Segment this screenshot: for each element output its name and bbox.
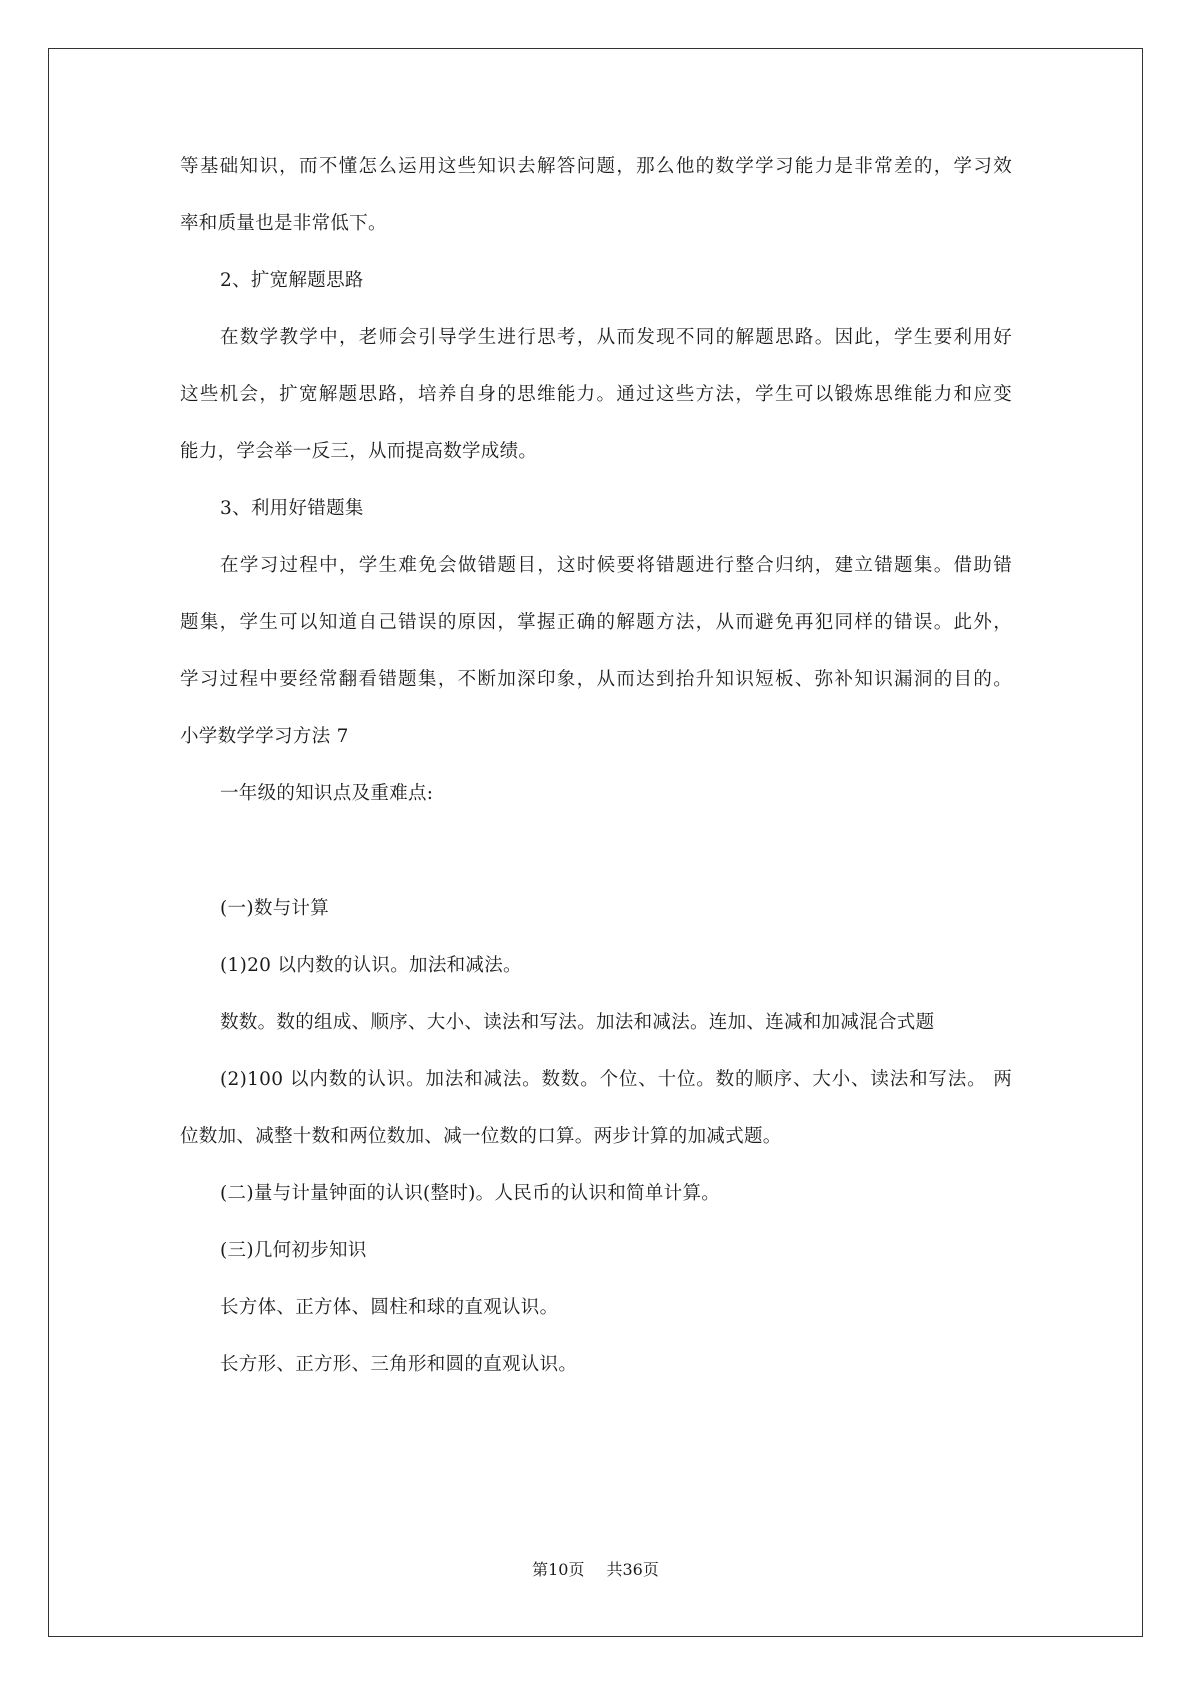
- paragraph-line: 在学习过程中，学生难免会做错题目，这时候要将错题进行整合归纳，建立错题集。借助错: [220, 555, 1012, 576]
- section-heading: 3、利用好错题集: [220, 498, 364, 519]
- chapter-title: 小学数学学习方法 7: [180, 726, 349, 747]
- page-footer: [0, 1559, 1191, 1581]
- section-heading: 2、扩宽解题思路: [220, 270, 364, 291]
- section-heading: (一)数与计算: [220, 898, 330, 919]
- paragraph-line: 这些机会，扩宽解题思路，培养自身的思维能力。通过这些方法，学生可以锻炼思维能力和应变: [180, 384, 1012, 405]
- paragraph-line: 题集，学生可以知道自己错误的原因，掌握正确的解题方法，从而避免再犯同样的错误。此外，: [180, 612, 1012, 633]
- paragraph-line: 学习过程中要经常翻看错题集，不断加深印象，从而达到抬升知识短板、弥补知识漏洞的目的。: [180, 669, 1012, 690]
- paragraph-line: 位数加、减整十数和两位数加、减一位数的口算。两步计算的加减式题。: [180, 1126, 782, 1147]
- paragraph-line: 长方形、正方形、三角形和圆的直观认识。: [220, 1354, 578, 1375]
- page-number-current: 第10页: [532, 1560, 585, 1579]
- paragraph-line: 能力，学会举一反三，从而提高数学成绩。: [180, 441, 538, 462]
- page-border: [48, 48, 1143, 1637]
- paragraph-line: (2)100 以内数的认识。加法和减法。数数。个位、十位。数的顺序、大小、读法和写法。 两: [220, 1069, 1012, 1090]
- page-number-total: 共36页: [606, 1560, 659, 1579]
- paragraph-line: 在数学教学中，老师会引导学生进行思考，从而发现不同的解题思路。因此，学生要利用好: [220, 327, 1012, 348]
- paragraph-line: (二)量与计量钟面的认识(整时)。人民币的认识和简单计算。: [220, 1183, 721, 1204]
- paragraph-line: 数数。数的组成、顺序、大小、读法和写法。加法和减法。连加、连减和加减混合式题: [220, 1012, 935, 1033]
- paragraph-line: (1)20 以内数的认识。加法和减法。: [220, 955, 522, 976]
- paragraph-line: 等基础知识，而不懂怎么运用这些知识去解答问题，那么他的数学学习能力是非常差的，学习效: [180, 156, 1012, 177]
- section-heading: (三)几何初步知识: [220, 1240, 367, 1261]
- paragraph-line: 长方体、正方体、圆柱和球的直观认识。: [220, 1297, 559, 1318]
- paragraph-line: 一年级的知识点及重难点:: [220, 783, 434, 804]
- paragraph-line: 率和质量也是非常低下。: [180, 213, 387, 234]
